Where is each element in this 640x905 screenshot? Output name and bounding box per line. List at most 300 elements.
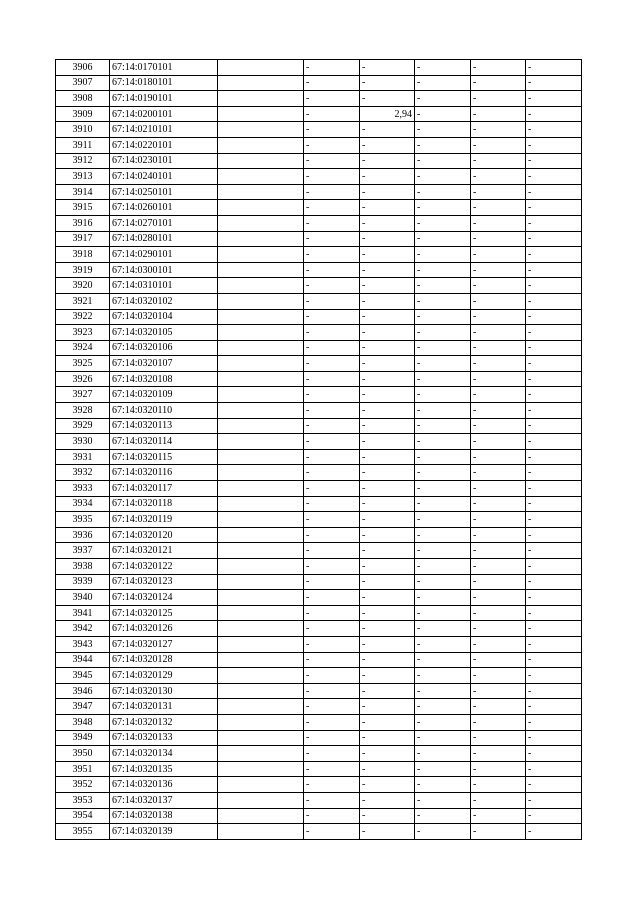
value-cell: - xyxy=(304,200,360,216)
value-cell: - xyxy=(415,512,471,528)
empty-cell xyxy=(218,761,304,777)
value-cell: - xyxy=(415,636,471,652)
value-cell: - xyxy=(526,465,582,481)
value-cell: - xyxy=(304,730,360,746)
row-number-cell: 3921 xyxy=(56,293,110,309)
value-cell: - xyxy=(360,792,415,808)
table-row xyxy=(56,574,582,590)
value-cell: - xyxy=(471,200,526,216)
row-number-cell: 3940 xyxy=(56,590,110,606)
value-cell: - xyxy=(360,605,415,621)
cadastral-code-cell: 67:14:0320120 xyxy=(110,527,218,543)
value-cell: - xyxy=(304,527,360,543)
empty-cell xyxy=(218,746,304,762)
table-row xyxy=(56,512,582,528)
table-row xyxy=(56,60,582,76)
value-cell: - xyxy=(360,465,415,481)
table-row xyxy=(56,169,582,185)
value-cell: - xyxy=(526,184,582,200)
value-cell: - xyxy=(360,75,415,91)
value-cell: - xyxy=(360,808,415,824)
value-cell: - xyxy=(526,730,582,746)
empty-cell xyxy=(218,777,304,793)
value-cell: - xyxy=(526,122,582,138)
cadastral-code-cell: 67:14:0320136 xyxy=(110,777,218,793)
value-cell: - xyxy=(360,200,415,216)
cadastral-code-cell: 67:14:0260101 xyxy=(110,200,218,216)
value-cell: - xyxy=(415,699,471,715)
table-row xyxy=(56,184,582,200)
table-body xyxy=(56,60,582,840)
empty-cell xyxy=(218,434,304,450)
table-row xyxy=(56,465,582,481)
table-row xyxy=(56,231,582,247)
value-cell: - xyxy=(471,621,526,637)
cadastral-code-cell: 67:14:0320137 xyxy=(110,792,218,808)
table-row xyxy=(56,699,582,715)
value-cell: - xyxy=(471,449,526,465)
empty-cell xyxy=(218,106,304,122)
value-cell: - xyxy=(526,340,582,356)
value-cell: - xyxy=(471,309,526,325)
value-cell: - xyxy=(304,683,360,699)
table-row xyxy=(56,106,582,122)
value-cell: - xyxy=(471,699,526,715)
table-row xyxy=(56,262,582,278)
table-row xyxy=(56,122,582,138)
value-cell: - xyxy=(526,636,582,652)
table-row xyxy=(56,371,582,387)
value-cell: - xyxy=(471,184,526,200)
value-cell: - xyxy=(471,340,526,356)
value-cell: - xyxy=(304,371,360,387)
table-row xyxy=(56,777,582,793)
value-cell: - xyxy=(304,293,360,309)
row-number-cell: 3931 xyxy=(56,449,110,465)
value-cell: - xyxy=(304,75,360,91)
table-row xyxy=(56,325,582,341)
value-cell: - xyxy=(471,512,526,528)
value-cell: - xyxy=(360,262,415,278)
value-cell: - xyxy=(304,262,360,278)
value-cell: - xyxy=(471,590,526,606)
value-cell: - xyxy=(415,75,471,91)
value-cell: - xyxy=(471,106,526,122)
value-cell: - xyxy=(304,746,360,762)
value-cell: - xyxy=(471,777,526,793)
value-cell: - xyxy=(415,465,471,481)
value-cell: - xyxy=(415,356,471,372)
empty-cell xyxy=(218,636,304,652)
row-number-cell: 3923 xyxy=(56,325,110,341)
value-cell: - xyxy=(526,231,582,247)
row-number-cell: 3938 xyxy=(56,559,110,575)
value-cell: - xyxy=(360,668,415,684)
value-cell: - xyxy=(415,418,471,434)
table-row xyxy=(56,761,582,777)
table-row xyxy=(56,824,582,840)
table-row xyxy=(56,481,582,497)
value-cell: - xyxy=(415,247,471,263)
value-cell: - xyxy=(526,449,582,465)
cadastral-code-cell: 67:14:0320109 xyxy=(110,387,218,403)
value-cell: - xyxy=(526,699,582,715)
value-cell: - xyxy=(360,621,415,637)
empty-cell xyxy=(218,792,304,808)
value-cell: - xyxy=(471,325,526,341)
value-cell: - xyxy=(360,293,415,309)
value-cell: - xyxy=(471,293,526,309)
cadastral-code-cell: 67:14:0210101 xyxy=(110,122,218,138)
row-number-cell: 3937 xyxy=(56,543,110,559)
empty-cell xyxy=(218,714,304,730)
value-cell: - xyxy=(360,153,415,169)
value-cell: - xyxy=(415,574,471,590)
empty-cell xyxy=(218,309,304,325)
row-number-cell: 3927 xyxy=(56,387,110,403)
value-cell: - xyxy=(471,543,526,559)
cadastral-code-cell: 67:14:0300101 xyxy=(110,262,218,278)
value-cell: - xyxy=(415,137,471,153)
value-cell: - xyxy=(415,91,471,107)
empty-cell xyxy=(218,481,304,497)
value-cell: - xyxy=(360,761,415,777)
value-cell: - xyxy=(304,60,360,76)
value-cell: - xyxy=(304,122,360,138)
row-number-cell: 3910 xyxy=(56,122,110,138)
value-cell: - xyxy=(415,169,471,185)
value-cell: - xyxy=(415,730,471,746)
row-number-cell: 3948 xyxy=(56,714,110,730)
cadastral-code-cell: 67:14:0320128 xyxy=(110,652,218,668)
value-cell: - xyxy=(415,309,471,325)
value-cell: - xyxy=(415,527,471,543)
value-cell: - xyxy=(415,60,471,76)
value-cell: - xyxy=(471,231,526,247)
row-number-cell: 3918 xyxy=(56,247,110,263)
empty-cell xyxy=(218,153,304,169)
table-row xyxy=(56,730,582,746)
value-cell: - xyxy=(360,527,415,543)
value-cell: - xyxy=(526,652,582,668)
cadastral-code-cell: 67:14:0280101 xyxy=(110,231,218,247)
cadastral-code-cell: 67:14:0320138 xyxy=(110,808,218,824)
value-cell: - xyxy=(360,231,415,247)
value-cell: - xyxy=(415,652,471,668)
row-number-cell: 3919 xyxy=(56,262,110,278)
value-cell: - xyxy=(360,574,415,590)
value-cell: - xyxy=(304,247,360,263)
cadastral-code-cell: 67:14:0320108 xyxy=(110,371,218,387)
value-cell: - xyxy=(471,169,526,185)
value-cell: - xyxy=(304,590,360,606)
empty-cell xyxy=(218,122,304,138)
value-cell: - xyxy=(360,559,415,575)
cadastral-code-cell: 67:14:0240101 xyxy=(110,169,218,185)
value-cell: - xyxy=(526,215,582,231)
cadastral-code-cell: 67:14:0320119 xyxy=(110,512,218,528)
value-cell: - xyxy=(526,60,582,76)
value-cell: - xyxy=(471,824,526,840)
value-cell: - xyxy=(360,325,415,341)
empty-cell xyxy=(218,91,304,107)
value-cell: - xyxy=(304,621,360,637)
value-cell: - xyxy=(360,403,415,419)
row-number-cell: 3915 xyxy=(56,200,110,216)
value-cell: - xyxy=(471,808,526,824)
row-number-cell: 3939 xyxy=(56,574,110,590)
value-cell: - xyxy=(304,777,360,793)
value-cell: - xyxy=(471,247,526,263)
empty-cell xyxy=(218,590,304,606)
value-cell: - xyxy=(360,683,415,699)
empty-cell xyxy=(218,387,304,403)
value-cell: - xyxy=(526,278,582,294)
table-row xyxy=(56,792,582,808)
value-cell: - xyxy=(526,605,582,621)
cadastral-code-cell: 67:14:0320131 xyxy=(110,699,218,715)
value-cell: - xyxy=(415,668,471,684)
cadastral-code-cell: 67:14:0320130 xyxy=(110,683,218,699)
row-number-cell: 3924 xyxy=(56,340,110,356)
row-number-cell: 3920 xyxy=(56,278,110,294)
empty-cell xyxy=(218,808,304,824)
value-cell: - xyxy=(471,153,526,169)
value-cell: - xyxy=(415,683,471,699)
value-cell: 2,94 xyxy=(360,106,415,122)
value-cell: - xyxy=(360,309,415,325)
value-cell: - xyxy=(526,293,582,309)
table-row xyxy=(56,668,582,684)
table-row xyxy=(56,559,582,575)
row-number-cell: 3950 xyxy=(56,746,110,762)
value-cell: - xyxy=(526,808,582,824)
value-cell: - xyxy=(304,699,360,715)
row-number-cell: 3936 xyxy=(56,527,110,543)
value-cell: - xyxy=(526,418,582,434)
cadastral-code-cell: 67:14:0170101 xyxy=(110,60,218,76)
value-cell: - xyxy=(304,434,360,450)
value-cell: - xyxy=(304,91,360,107)
value-cell: - xyxy=(415,559,471,575)
value-cell: - xyxy=(360,184,415,200)
value-cell: - xyxy=(526,309,582,325)
value-cell: - xyxy=(360,496,415,512)
table-row xyxy=(56,309,582,325)
table-row xyxy=(56,808,582,824)
value-cell: - xyxy=(360,91,415,107)
value-cell: - xyxy=(471,75,526,91)
cadastral-code-cell: 67:14:0320127 xyxy=(110,636,218,652)
cadastral-code-cell: 67:14:0250101 xyxy=(110,184,218,200)
row-number-cell: 3906 xyxy=(56,60,110,76)
value-cell: - xyxy=(304,808,360,824)
value-cell: - xyxy=(415,340,471,356)
table-row xyxy=(56,496,582,512)
value-cell: - xyxy=(360,215,415,231)
value-cell: - xyxy=(360,340,415,356)
value-cell: - xyxy=(526,574,582,590)
value-cell: - xyxy=(415,746,471,762)
cadastral-code-cell: 67:14:0290101 xyxy=(110,247,218,263)
data-table xyxy=(55,59,582,840)
cadastral-code-cell: 67:14:0320122 xyxy=(110,559,218,575)
value-cell: - xyxy=(304,325,360,341)
value-cell: - xyxy=(471,122,526,138)
value-cell: - xyxy=(526,512,582,528)
value-cell: - xyxy=(415,153,471,169)
value-cell: - xyxy=(415,293,471,309)
value-cell: - xyxy=(471,434,526,450)
value-cell: - xyxy=(526,75,582,91)
cadastral-code-cell: 67:14:0320123 xyxy=(110,574,218,590)
value-cell: - xyxy=(360,387,415,403)
table-row xyxy=(56,340,582,356)
value-cell: - xyxy=(471,387,526,403)
row-number-cell: 3946 xyxy=(56,683,110,699)
table-row xyxy=(56,746,582,762)
value-cell: - xyxy=(415,777,471,793)
cadastral-code-cell: 67:14:0200101 xyxy=(110,106,218,122)
value-cell: - xyxy=(415,824,471,840)
value-cell: - xyxy=(471,418,526,434)
value-cell: - xyxy=(415,122,471,138)
row-number-cell: 3933 xyxy=(56,481,110,497)
value-cell: - xyxy=(471,465,526,481)
table-row xyxy=(56,278,582,294)
value-cell: - xyxy=(471,262,526,278)
table-row xyxy=(56,153,582,169)
value-cell: - xyxy=(304,278,360,294)
value-cell: - xyxy=(360,824,415,840)
value-cell: - xyxy=(526,169,582,185)
value-cell: - xyxy=(360,699,415,715)
value-cell: - xyxy=(415,543,471,559)
cadastral-code-cell: 67:14:0320105 xyxy=(110,325,218,341)
table-row xyxy=(56,418,582,434)
value-cell: - xyxy=(304,449,360,465)
value-cell: - xyxy=(526,137,582,153)
empty-cell xyxy=(218,356,304,372)
empty-cell xyxy=(218,730,304,746)
value-cell: - xyxy=(360,777,415,793)
table-row xyxy=(56,75,582,91)
empty-cell xyxy=(218,418,304,434)
value-cell: - xyxy=(526,668,582,684)
table-row xyxy=(56,200,582,216)
table-row xyxy=(56,293,582,309)
table-row xyxy=(56,714,582,730)
value-cell: - xyxy=(526,746,582,762)
value-cell: - xyxy=(471,559,526,575)
value-cell: - xyxy=(526,621,582,637)
empty-cell xyxy=(218,200,304,216)
value-cell: - xyxy=(415,215,471,231)
value-cell: - xyxy=(304,481,360,497)
empty-cell xyxy=(218,371,304,387)
empty-cell xyxy=(218,215,304,231)
value-cell: - xyxy=(471,668,526,684)
cadastral-code-cell: 67:14:0320124 xyxy=(110,590,218,606)
value-cell: - xyxy=(526,792,582,808)
row-number-cell: 3947 xyxy=(56,699,110,715)
row-number-cell: 3925 xyxy=(56,356,110,372)
table-row xyxy=(56,434,582,450)
empty-cell xyxy=(218,247,304,263)
row-number-cell: 3907 xyxy=(56,75,110,91)
value-cell: - xyxy=(526,590,582,606)
value-cell: - xyxy=(471,278,526,294)
value-cell: - xyxy=(304,137,360,153)
value-cell: - xyxy=(304,403,360,419)
value-cell: - xyxy=(526,543,582,559)
value-cell: - xyxy=(415,714,471,730)
value-cell: - xyxy=(360,652,415,668)
value-cell: - xyxy=(304,761,360,777)
empty-cell xyxy=(218,184,304,200)
value-cell: - xyxy=(471,137,526,153)
value-cell: - xyxy=(360,137,415,153)
cadastral-code-cell: 67:14:0320102 xyxy=(110,293,218,309)
value-cell: - xyxy=(526,356,582,372)
value-cell: - xyxy=(526,325,582,341)
table-row xyxy=(56,356,582,372)
row-number-cell: 3913 xyxy=(56,169,110,185)
table-row xyxy=(56,91,582,107)
table-row xyxy=(56,605,582,621)
value-cell: - xyxy=(526,481,582,497)
value-cell: - xyxy=(471,730,526,746)
value-cell: - xyxy=(415,387,471,403)
value-cell: - xyxy=(471,215,526,231)
value-cell: - xyxy=(360,714,415,730)
value-cell: - xyxy=(415,621,471,637)
value-cell: - xyxy=(304,309,360,325)
cadastral-code-cell: 67:14:0180101 xyxy=(110,75,218,91)
table-row xyxy=(56,527,582,543)
cadastral-code-cell: 67:14:0320110 xyxy=(110,403,218,419)
value-cell: - xyxy=(304,636,360,652)
value-cell: - xyxy=(304,169,360,185)
value-cell: - xyxy=(304,543,360,559)
row-number-cell: 3912 xyxy=(56,153,110,169)
empty-cell xyxy=(218,543,304,559)
empty-cell xyxy=(218,699,304,715)
value-cell: - xyxy=(360,730,415,746)
cadastral-code-cell: 67:14:0320121 xyxy=(110,543,218,559)
value-cell: - xyxy=(304,574,360,590)
cadastral-code-cell: 67:14:0320114 xyxy=(110,434,218,450)
row-number-cell: 3941 xyxy=(56,605,110,621)
row-number-cell: 3932 xyxy=(56,465,110,481)
empty-cell xyxy=(218,169,304,185)
table-row xyxy=(56,652,582,668)
cadastral-code-cell: 67:14:0190101 xyxy=(110,91,218,107)
value-cell: - xyxy=(360,60,415,76)
table-row xyxy=(56,621,582,637)
value-cell: - xyxy=(526,527,582,543)
value-cell: - xyxy=(471,683,526,699)
value-cell: - xyxy=(471,714,526,730)
cadastral-code-cell: 67:14:0320133 xyxy=(110,730,218,746)
cadastral-code-cell: 67:14:0320106 xyxy=(110,340,218,356)
empty-cell xyxy=(218,293,304,309)
value-cell: - xyxy=(304,605,360,621)
row-number-cell: 3944 xyxy=(56,652,110,668)
value-cell: - xyxy=(304,559,360,575)
empty-cell xyxy=(218,683,304,699)
value-cell: - xyxy=(526,200,582,216)
